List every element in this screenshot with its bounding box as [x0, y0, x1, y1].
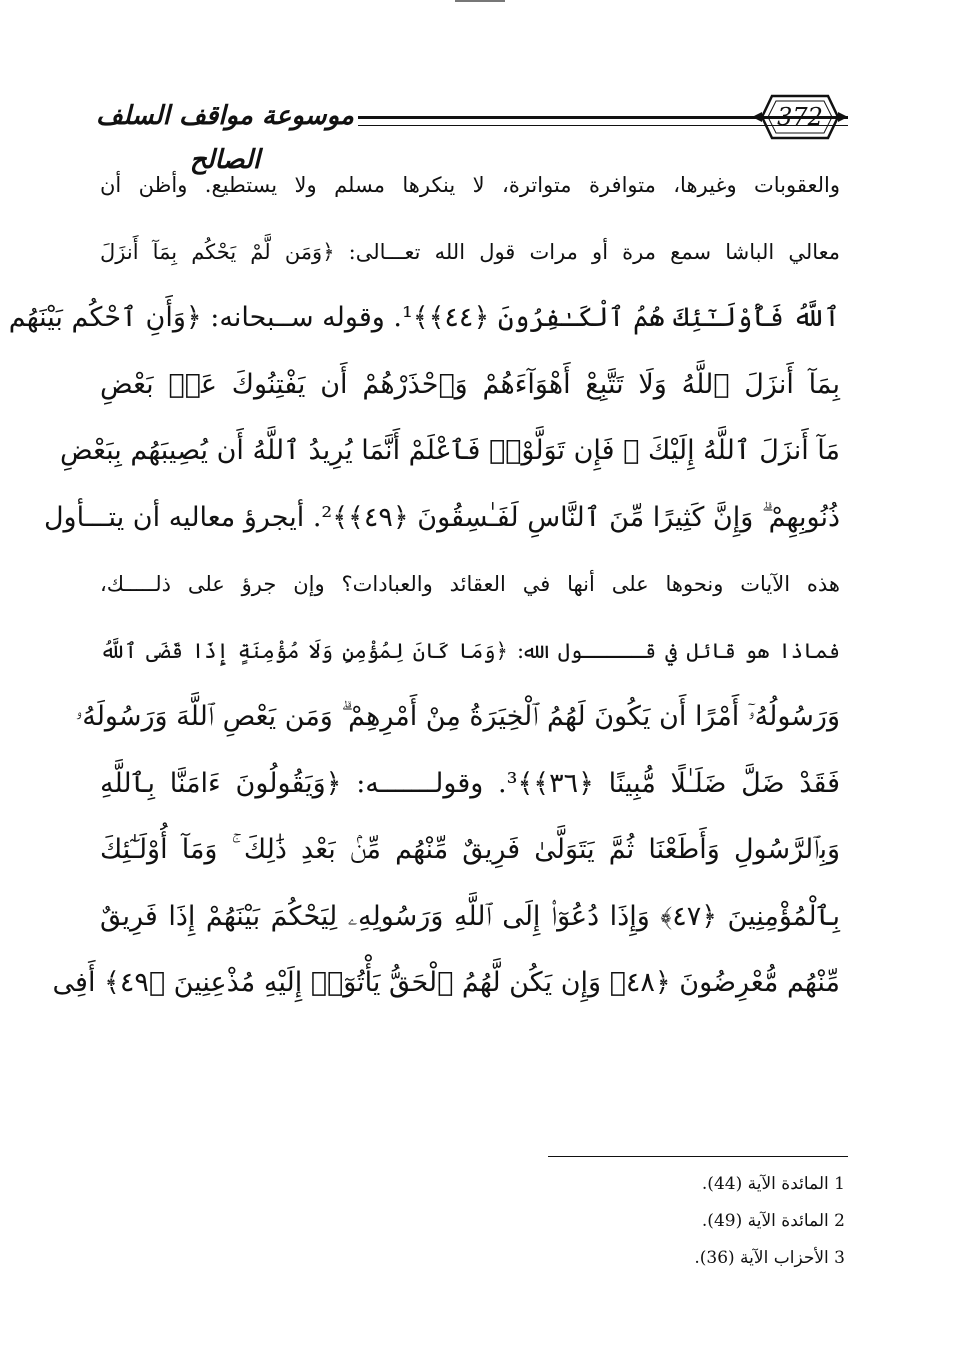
text-line: والعقوبات وغيرها، متوافرة متواترة، لا ينكرها مسلم ولا يستطيع. وأظن أن: [100, 173, 840, 197]
footnotes: [600, 1166, 845, 1277]
top-scan-mark: [455, 0, 505, 6]
text-line: مَآ أَنزَلَ ٱللَّهُ إِلَيْكَ ۖ فَإِن تَوَلَّوْا۟ فَٱعْلَمْ أَنَّمَا يُرِيدُ ٱللَّهُ أَن يُصِيبَهُم بِبَعْضِ: [60, 435, 840, 466]
text-line: وَبِٱلرَّسُولِ وَأَطَعْنَا ثُمَّ يَتَوَلَّىٰ فَرِيقٌ مِّنْهُم مِّنۢ بَعْدِ ذَٰلِكَ ۚ وَمَآ أُوْلَـٰٓئِكَ: [100, 834, 840, 865]
body-text: [8, 152, 841, 1017]
page-header: [90, 88, 850, 175]
text-line: فماذا هو قائل في قـــــول الله: ﴿وَمَا كَانَ لِمُؤْمِنٍ وَلَا مُؤْمِنَةٍ إِذَا قَضَى ٱللَّهُ: [100, 638, 840, 663]
page-number: 372: [777, 103, 823, 131]
footnote-item: 3 الأحزاب الآية (36).: [694, 1248, 845, 1268]
text-line: هذه الآيات ونحوها على أنها في العقائد والعبادات؟ وإن جرؤ على ذلـــــك،: [100, 572, 840, 596]
text-line: وَرَسُولُهُۥٓ أَمْرًا أَن يَكُونَ لَهُمُ ٱلْخِيَرَةُ مِنْ أَمْرِهِمْ ۗ وَمَن يَعْصِ ٱللَّهَ وَرَسُولَهُۥ: [75, 701, 840, 732]
text-line: بِٱلْمُؤْمِنِينَ ﴿٤٧﴾ وَإِذَا دُعُوٓا۟ إِلَى ٱللَّهِ وَرَسُولِهِۦ لِيَحْكُمَ بَيْنَهُمْ إِذَا فَرِيقٌ: [100, 900, 840, 932]
text-line: بِمَآ أَنزَلَ ٱللَّهُ وَلَا تَتَّبِعْ أَهْوَآءَهُمْ وَٱحْذَرْهُمْ أَن يَفْتِنُوكَ عَنۢ بَعْضِ: [100, 368, 840, 400]
text-line: ٱللَّهُ فَأُوْلَـٰٓئِكَ هُمُ ٱلْكَـٰفِرُونَ ﴿٤٤﴾﴾¹. وقوله ســبحانه: ﴿وَأَنِ ٱحْكُم بَيْنَهُم: [8, 302, 840, 333]
footnote-item: 1 المائدة الآية (44).: [701, 1174, 845, 1194]
footnote-item: 2 المائدة الآية (49).: [701, 1211, 845, 1231]
footnote-separator: [548, 1156, 848, 1157]
text-line: معالي الباشا سمع مرة أو مرات قول الله تعـــالى: ﴿وَمَن لَّمْ يَحْكُم بِمَآ أَنزَلَ: [100, 239, 840, 264]
book-title: موسوعة مواقف السلف الصالح: [96, 101, 354, 175]
text-line: مِّنْهُم مُّعْرِضُونَ ﴿٤٨﴾ وَإِن يَكُن لَّهُمُ ٱلْحَقُّ يَأْتُوٓا۟ إِلَيْهِ مُذْعِنِينَ ﴿٤٩﴾ أَفِى: [52, 967, 840, 998]
text-line: ذُنُوبِهِمْ ۗ وَإِنَّ كَثِيرًا مِّنَ ٱلنَّاسِ لَفَـٰسِقُونَ ﴿٤٩﴾﴾². أيجرؤ معاليه أن يتـــأول: [43, 501, 840, 533]
page-number-badge: [750, 88, 850, 146]
text-line: فَقَدْ ضَلَّ ضَلَـٰلًا مُّبِينًا ﴿٣٦﴾﴾³. وقولـــــــه: ﴿وَيَقُولُونَ ءَامَنَّا بِٱللَّهِ: [100, 767, 841, 799]
